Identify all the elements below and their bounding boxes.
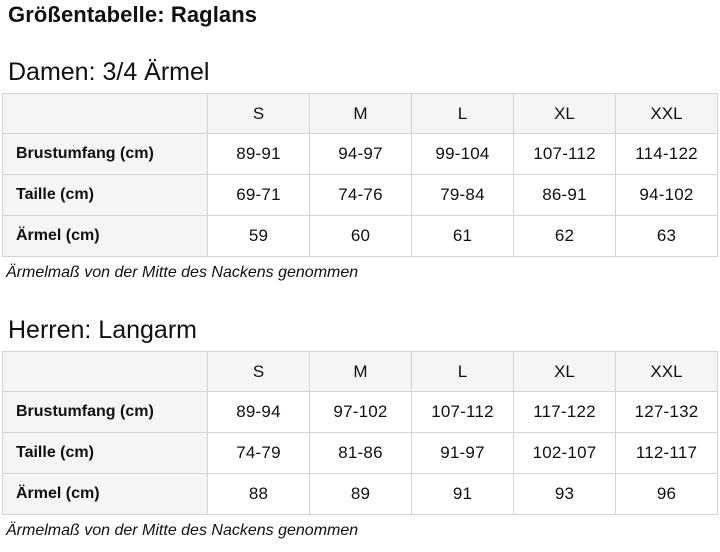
table-cell: 102-107 xyxy=(514,433,616,474)
damen-row-label-brustumfang: Brustumfang (cm) xyxy=(3,134,208,175)
herren-row-label-brustumfang: Brustumfang (cm) xyxy=(3,392,208,433)
table-row xyxy=(3,392,718,433)
table-cell: 88 xyxy=(208,474,310,515)
section-damen xyxy=(2,57,718,283)
herren-corner-cell xyxy=(3,352,208,392)
damen-corner-cell xyxy=(3,94,208,134)
herren-column-header-xl: XL xyxy=(514,352,616,392)
damen-column-header-xxl: XXL xyxy=(616,94,718,134)
table-cell: 89-94 xyxy=(208,392,310,433)
damen-column-header-l: L xyxy=(412,94,514,134)
herren-column-header-m: M xyxy=(310,352,412,392)
table-cell: 91 xyxy=(412,474,514,515)
table-cell: 69-71 xyxy=(208,175,310,216)
table-cell: 127-132 xyxy=(616,392,718,433)
table-cell: 94-97 xyxy=(310,134,412,175)
table-cell: 81-86 xyxy=(310,433,412,474)
table-cell: 63 xyxy=(616,216,718,257)
herren-size-table xyxy=(2,351,718,515)
table-cell: 74-76 xyxy=(310,175,412,216)
table-cell: 74-79 xyxy=(208,433,310,474)
damen-header-row xyxy=(3,94,718,134)
damen-column-header-s: S xyxy=(208,94,310,134)
table-row xyxy=(3,474,718,515)
damen-size-table xyxy=(2,93,718,257)
herren-section-heading: Herren: Langarm xyxy=(8,316,197,344)
table-cell: 117-122 xyxy=(514,392,616,433)
table-row xyxy=(3,216,718,257)
herren-row-label-aermel: Ärmel (cm) xyxy=(3,474,208,515)
damen-sleeve-note: Ärmelmaß von der Mitte des Nackens genommen xyxy=(6,264,359,281)
table-cell: 86-91 xyxy=(514,175,616,216)
table-cell: 62 xyxy=(514,216,616,257)
table-cell: 61 xyxy=(412,216,514,257)
table-cell: 91-97 xyxy=(412,433,514,474)
table-cell: 114-122 xyxy=(616,134,718,175)
herren-row-label-taille: Taille (cm) xyxy=(3,433,208,474)
herren-column-header-s: S xyxy=(208,352,310,392)
damen-row-label-taille: Taille (cm) xyxy=(3,175,208,216)
herren-sleeve-note: Ärmelmaß von der Mitte des Nackens genommen xyxy=(6,522,359,539)
table-cell: 107-112 xyxy=(514,134,616,175)
table-cell: 89 xyxy=(310,474,412,515)
damen-section-heading: Damen: 3/4 Ärmel xyxy=(8,58,210,86)
damen-column-header-xl: XL xyxy=(514,94,616,134)
table-row xyxy=(3,433,718,474)
table-row xyxy=(3,134,718,175)
herren-column-header-xxl: XXL xyxy=(616,352,718,392)
table-cell: 97-102 xyxy=(310,392,412,433)
table-cell: 60 xyxy=(310,216,412,257)
table-cell: 59 xyxy=(208,216,310,257)
table-cell: 89-91 xyxy=(208,134,310,175)
page-title: Größentabelle: Raglans xyxy=(8,2,258,27)
table-cell: 94-102 xyxy=(616,175,718,216)
damen-column-header-m: M xyxy=(310,94,412,134)
table-cell: 107-112 xyxy=(412,392,514,433)
section-herren xyxy=(2,315,718,541)
table-row xyxy=(3,175,718,216)
herren-column-header-l: L xyxy=(412,352,514,392)
table-cell: 93 xyxy=(514,474,616,515)
table-cell: 99-104 xyxy=(412,134,514,175)
herren-header-row xyxy=(3,352,718,392)
damen-row-label-aermel: Ärmel (cm) xyxy=(3,216,208,257)
table-cell: 79-84 xyxy=(412,175,514,216)
table-cell: 96 xyxy=(616,474,718,515)
table-cell: 112-117 xyxy=(616,433,718,474)
